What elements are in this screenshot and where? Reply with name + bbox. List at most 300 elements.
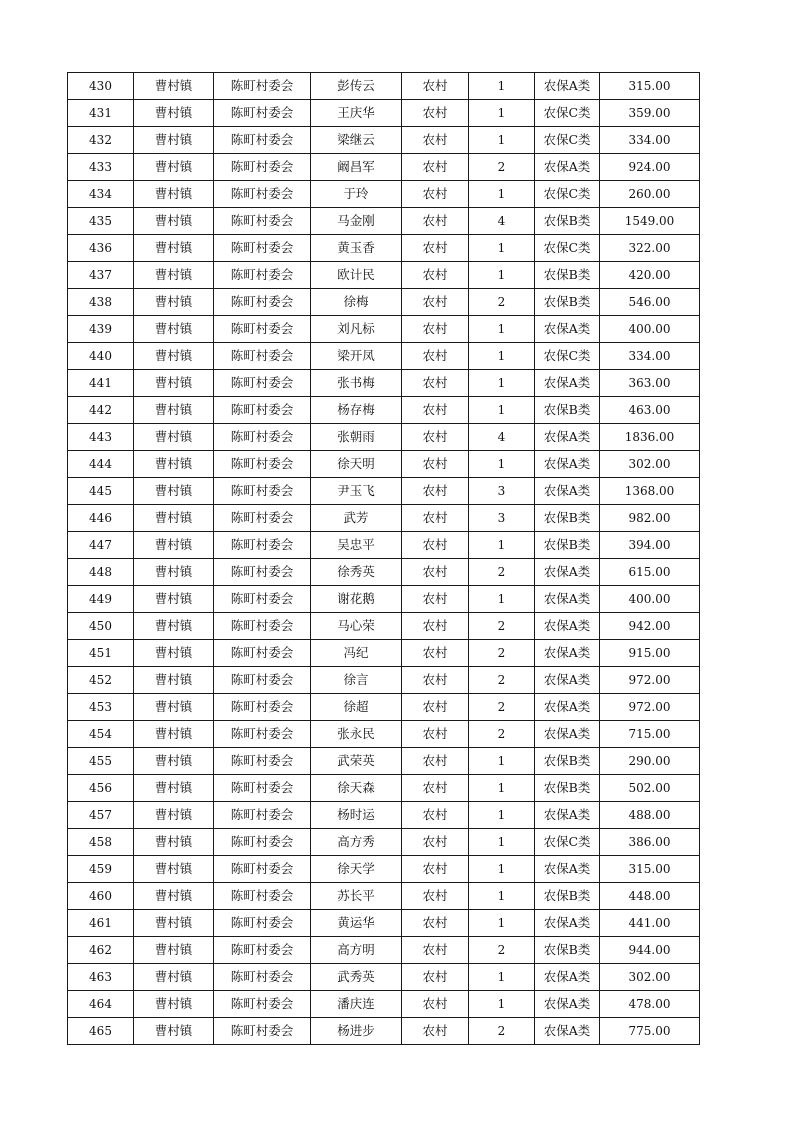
area-type-cell: 农村 (402, 127, 469, 154)
person-name-cell: 谢花鹅 (311, 586, 402, 613)
row-number-cell: 444 (68, 451, 134, 478)
table-row (68, 1018, 700, 1045)
village-committee-cell: 陈町村委会 (214, 748, 311, 775)
amount-cell: 302.00 (600, 964, 700, 991)
area-type-cell: 农村 (402, 532, 469, 559)
town-cell: 曹村镇 (134, 451, 214, 478)
village-committee-cell: 陈町村委会 (214, 856, 311, 883)
table-row (68, 181, 700, 208)
town-cell: 曹村镇 (134, 127, 214, 154)
area-type-cell: 农村 (402, 694, 469, 721)
village-committee-cell: 陈町村委会 (214, 451, 311, 478)
person-name-cell: 张书梅 (311, 370, 402, 397)
household-count-cell: 1 (469, 343, 535, 370)
household-count-cell: 1 (469, 73, 535, 100)
household-count-cell: 1 (469, 910, 535, 937)
table-row (68, 316, 700, 343)
town-cell: 曹村镇 (134, 181, 214, 208)
table-row (68, 370, 700, 397)
village-committee-cell: 陈町村委会 (214, 802, 311, 829)
insurance-category-cell: 农保A类 (535, 802, 600, 829)
insurance-category-cell: 农保A类 (535, 910, 600, 937)
row-number-cell: 449 (68, 586, 134, 613)
person-name-cell: 张永民 (311, 721, 402, 748)
town-cell: 曹村镇 (134, 775, 214, 802)
town-cell: 曹村镇 (134, 262, 214, 289)
area-type-cell: 农村 (402, 397, 469, 424)
town-cell: 曹村镇 (134, 613, 214, 640)
household-count-cell: 1 (469, 127, 535, 154)
area-type-cell: 农村 (402, 154, 469, 181)
area-type-cell: 农村 (402, 73, 469, 100)
area-type-cell: 农村 (402, 370, 469, 397)
town-cell: 曹村镇 (134, 721, 214, 748)
amount-cell: 1549.00 (600, 208, 700, 235)
village-committee-cell: 陈町村委会 (214, 721, 311, 748)
village-committee-cell: 陈町村委会 (214, 181, 311, 208)
table-row (68, 721, 700, 748)
area-type-cell: 农村 (402, 424, 469, 451)
table-row (68, 559, 700, 586)
village-committee-cell: 陈町村委会 (214, 154, 311, 181)
area-type-cell: 农村 (402, 991, 469, 1018)
insurance-category-cell: 农保A类 (535, 73, 600, 100)
amount-cell: 359.00 (600, 100, 700, 127)
household-count-cell: 1 (469, 964, 535, 991)
insurance-category-cell: 农保A类 (535, 316, 600, 343)
person-name-cell: 徐天学 (311, 856, 402, 883)
town-cell: 曹村镇 (134, 802, 214, 829)
table-row (68, 586, 700, 613)
area-type-cell: 农村 (402, 586, 469, 613)
table-row (68, 856, 700, 883)
amount-cell: 315.00 (600, 856, 700, 883)
area-type-cell: 农村 (402, 856, 469, 883)
insurance-category-cell: 农保B类 (535, 775, 600, 802)
amount-cell: 944.00 (600, 937, 700, 964)
insurance-category-cell: 农保A类 (535, 586, 600, 613)
area-type-cell: 农村 (402, 478, 469, 505)
village-committee-cell: 陈町村委会 (214, 532, 311, 559)
row-number-cell: 460 (68, 883, 134, 910)
household-count-cell: 1 (469, 235, 535, 262)
amount-cell: 260.00 (600, 181, 700, 208)
amount-cell: 488.00 (600, 802, 700, 829)
area-type-cell: 农村 (402, 316, 469, 343)
town-cell: 曹村镇 (134, 883, 214, 910)
row-number-cell: 442 (68, 397, 134, 424)
town-cell: 曹村镇 (134, 208, 214, 235)
household-count-cell: 4 (469, 424, 535, 451)
insurance-category-cell: 农保A类 (535, 991, 600, 1018)
village-committee-cell: 陈町村委会 (214, 235, 311, 262)
table-row (68, 802, 700, 829)
table-row (68, 397, 700, 424)
area-type-cell: 农村 (402, 559, 469, 586)
area-type-cell: 农村 (402, 613, 469, 640)
amount-cell: 1368.00 (600, 478, 700, 505)
amount-cell: 915.00 (600, 640, 700, 667)
table-row (68, 451, 700, 478)
town-cell: 曹村镇 (134, 505, 214, 532)
household-count-cell: 2 (469, 937, 535, 964)
person-name-cell: 徐天森 (311, 775, 402, 802)
person-name-cell: 徐秀英 (311, 559, 402, 586)
town-cell: 曹村镇 (134, 478, 214, 505)
village-committee-cell: 陈町村委会 (214, 316, 311, 343)
area-type-cell: 农村 (402, 451, 469, 478)
row-number-cell: 465 (68, 1018, 134, 1045)
area-type-cell: 农村 (402, 100, 469, 127)
household-count-cell: 2 (469, 613, 535, 640)
insurance-category-cell: 农保A类 (535, 424, 600, 451)
person-name-cell: 吴忠平 (311, 532, 402, 559)
household-count-cell: 4 (469, 208, 535, 235)
town-cell: 曹村镇 (134, 370, 214, 397)
household-count-cell: 2 (469, 640, 535, 667)
table-row (68, 991, 700, 1018)
household-count-cell: 3 (469, 505, 535, 532)
town-cell: 曹村镇 (134, 154, 214, 181)
table-row (68, 613, 700, 640)
table-row (68, 208, 700, 235)
village-committee-cell: 陈町村委会 (214, 370, 311, 397)
row-number-cell: 446 (68, 505, 134, 532)
person-name-cell: 黄运华 (311, 910, 402, 937)
town-cell: 曹村镇 (134, 964, 214, 991)
insurance-category-cell: 农保A类 (535, 964, 600, 991)
area-type-cell: 农村 (402, 1018, 469, 1045)
area-type-cell: 农村 (402, 262, 469, 289)
row-number-cell: 431 (68, 100, 134, 127)
row-number-cell: 435 (68, 208, 134, 235)
row-number-cell: 432 (68, 127, 134, 154)
village-committee-cell: 陈町村委会 (214, 559, 311, 586)
village-committee-cell: 陈町村委会 (214, 127, 311, 154)
person-name-cell: 尹玉飞 (311, 478, 402, 505)
town-cell: 曹村镇 (134, 937, 214, 964)
village-committee-cell: 陈町村委会 (214, 937, 311, 964)
household-count-cell: 1 (469, 883, 535, 910)
row-number-cell: 448 (68, 559, 134, 586)
village-committee-cell: 陈町村委会 (214, 1018, 311, 1045)
household-count-cell: 1 (469, 451, 535, 478)
town-cell: 曹村镇 (134, 532, 214, 559)
village-committee-cell: 陈町村委会 (214, 829, 311, 856)
household-count-cell: 1 (469, 100, 535, 127)
household-count-cell: 1 (469, 316, 535, 343)
amount-cell: 302.00 (600, 451, 700, 478)
row-number-cell: 438 (68, 289, 134, 316)
village-committee-cell: 陈町村委会 (214, 910, 311, 937)
table-row (68, 829, 700, 856)
area-type-cell: 农村 (402, 748, 469, 775)
table-row (68, 289, 700, 316)
row-number-cell: 451 (68, 640, 134, 667)
insurance-category-cell: 农保A类 (535, 613, 600, 640)
town-cell: 曹村镇 (134, 1018, 214, 1045)
town-cell: 曹村镇 (134, 73, 214, 100)
roster-table-body (68, 73, 700, 1045)
insurance-category-cell: 农保A类 (535, 1018, 600, 1045)
household-count-cell: 1 (469, 856, 535, 883)
person-name-cell: 高方明 (311, 937, 402, 964)
row-number-cell: 437 (68, 262, 134, 289)
person-name-cell: 马金刚 (311, 208, 402, 235)
row-number-cell: 443 (68, 424, 134, 451)
insurance-category-cell: 农保C类 (535, 343, 600, 370)
town-cell: 曹村镇 (134, 748, 214, 775)
row-number-cell: 461 (68, 910, 134, 937)
village-committee-cell: 陈町村委会 (214, 586, 311, 613)
insurance-category-cell: 农保A类 (535, 154, 600, 181)
row-number-cell: 458 (68, 829, 134, 856)
village-committee-cell: 陈町村委会 (214, 343, 311, 370)
person-name-cell: 黄玉香 (311, 235, 402, 262)
village-committee-cell: 陈町村委会 (214, 964, 311, 991)
insurance-category-cell: 农保B类 (535, 532, 600, 559)
row-number-cell: 463 (68, 964, 134, 991)
household-count-cell: 2 (469, 154, 535, 181)
table-row (68, 424, 700, 451)
person-name-cell: 梁开凤 (311, 343, 402, 370)
person-name-cell: 马心荣 (311, 613, 402, 640)
town-cell: 曹村镇 (134, 991, 214, 1018)
table-row (68, 127, 700, 154)
amount-cell: 394.00 (600, 532, 700, 559)
village-committee-cell: 陈町村委会 (214, 262, 311, 289)
household-count-cell: 2 (469, 559, 535, 586)
village-committee-cell: 陈町村委会 (214, 883, 311, 910)
amount-cell: 546.00 (600, 289, 700, 316)
person-name-cell: 杨时运 (311, 802, 402, 829)
row-number-cell: 452 (68, 667, 134, 694)
amount-cell: 924.00 (600, 154, 700, 181)
town-cell: 曹村镇 (134, 640, 214, 667)
village-committee-cell: 陈町村委会 (214, 100, 311, 127)
amount-cell: 502.00 (600, 775, 700, 802)
insurance-category-cell: 农保A类 (535, 478, 600, 505)
amount-cell: 615.00 (600, 559, 700, 586)
town-cell: 曹村镇 (134, 100, 214, 127)
village-committee-cell: 陈町村委会 (214, 397, 311, 424)
amount-cell: 982.00 (600, 505, 700, 532)
table-row (68, 883, 700, 910)
amount-cell: 478.00 (600, 991, 700, 1018)
person-name-cell: 冯纪 (311, 640, 402, 667)
insurance-category-cell: 农保B类 (535, 883, 600, 910)
household-count-cell: 3 (469, 478, 535, 505)
row-number-cell: 445 (68, 478, 134, 505)
area-type-cell: 农村 (402, 505, 469, 532)
village-committee-cell: 陈町村委会 (214, 991, 311, 1018)
person-name-cell: 徐超 (311, 694, 402, 721)
area-type-cell: 农村 (402, 208, 469, 235)
household-count-cell: 1 (469, 586, 535, 613)
insurance-category-cell: 农保B类 (535, 748, 600, 775)
table-row (68, 964, 700, 991)
household-count-cell: 2 (469, 721, 535, 748)
amount-cell: 290.00 (600, 748, 700, 775)
amount-cell: 363.00 (600, 370, 700, 397)
row-number-cell: 464 (68, 991, 134, 1018)
town-cell: 曹村镇 (134, 424, 214, 451)
insurance-category-cell: 农保B类 (535, 505, 600, 532)
person-name-cell: 彭传云 (311, 73, 402, 100)
household-count-cell: 1 (469, 802, 535, 829)
amount-cell: 315.00 (600, 73, 700, 100)
insurance-category-cell: 农保A类 (535, 856, 600, 883)
village-committee-cell: 陈町村委会 (214, 694, 311, 721)
insurance-category-cell: 农保B类 (535, 397, 600, 424)
village-committee-cell: 陈町村委会 (214, 613, 311, 640)
village-committee-cell: 陈町村委会 (214, 505, 311, 532)
amount-cell: 420.00 (600, 262, 700, 289)
table-row (68, 748, 700, 775)
person-name-cell: 潘庆连 (311, 991, 402, 1018)
person-name-cell: 武荣英 (311, 748, 402, 775)
village-committee-cell: 陈町村委会 (214, 208, 311, 235)
insurance-category-cell: 农保B类 (535, 289, 600, 316)
person-name-cell: 梁继云 (311, 127, 402, 154)
insurance-category-cell: 农保A类 (535, 694, 600, 721)
table-row (68, 937, 700, 964)
village-committee-cell: 陈町村委会 (214, 424, 311, 451)
table-row (68, 775, 700, 802)
area-type-cell: 农村 (402, 343, 469, 370)
table-row (68, 262, 700, 289)
household-count-cell: 1 (469, 829, 535, 856)
person-name-cell: 刘凡标 (311, 316, 402, 343)
insurance-category-cell: 农保A类 (535, 721, 600, 748)
household-count-cell: 1 (469, 370, 535, 397)
town-cell: 曹村镇 (134, 910, 214, 937)
amount-cell: 1836.00 (600, 424, 700, 451)
roster-table (67, 72, 700, 1045)
town-cell: 曹村镇 (134, 586, 214, 613)
household-count-cell: 1 (469, 262, 535, 289)
household-count-cell: 2 (469, 694, 535, 721)
row-number-cell: 441 (68, 370, 134, 397)
row-number-cell: 436 (68, 235, 134, 262)
household-count-cell: 2 (469, 1018, 535, 1045)
household-count-cell: 2 (469, 667, 535, 694)
person-name-cell: 杨存梅 (311, 397, 402, 424)
insurance-category-cell: 农保A类 (535, 451, 600, 478)
amount-cell: 334.00 (600, 127, 700, 154)
area-type-cell: 农村 (402, 910, 469, 937)
row-number-cell: 462 (68, 937, 134, 964)
village-committee-cell: 陈町村委会 (214, 640, 311, 667)
row-number-cell: 433 (68, 154, 134, 181)
amount-cell: 400.00 (600, 316, 700, 343)
insurance-category-cell: 农保C类 (535, 100, 600, 127)
village-committee-cell: 陈町村委会 (214, 478, 311, 505)
area-type-cell: 农村 (402, 937, 469, 964)
table-row (68, 505, 700, 532)
insurance-category-cell: 农保A类 (535, 667, 600, 694)
town-cell: 曹村镇 (134, 235, 214, 262)
household-count-cell: 2 (469, 289, 535, 316)
town-cell: 曹村镇 (134, 289, 214, 316)
amount-cell: 463.00 (600, 397, 700, 424)
person-name-cell: 于玲 (311, 181, 402, 208)
row-number-cell: 430 (68, 73, 134, 100)
person-name-cell: 王庆华 (311, 100, 402, 127)
amount-cell: 775.00 (600, 1018, 700, 1045)
amount-cell: 972.00 (600, 694, 700, 721)
area-type-cell: 农村 (402, 883, 469, 910)
area-type-cell: 农村 (402, 640, 469, 667)
amount-cell: 322.00 (600, 235, 700, 262)
row-number-cell: 440 (68, 343, 134, 370)
row-number-cell: 434 (68, 181, 134, 208)
row-number-cell: 456 (68, 775, 134, 802)
insurance-category-cell: 农保C类 (535, 181, 600, 208)
village-committee-cell: 陈町村委会 (214, 289, 311, 316)
person-name-cell: 苏长平 (311, 883, 402, 910)
person-name-cell: 欧计民 (311, 262, 402, 289)
person-name-cell: 徐言 (311, 667, 402, 694)
row-number-cell: 450 (68, 613, 134, 640)
row-number-cell: 455 (68, 748, 134, 775)
amount-cell: 386.00 (600, 829, 700, 856)
area-type-cell: 农村 (402, 289, 469, 316)
household-count-cell: 1 (469, 397, 535, 424)
table-row (68, 640, 700, 667)
area-type-cell: 农村 (402, 181, 469, 208)
area-type-cell: 农村 (402, 829, 469, 856)
table-row (68, 100, 700, 127)
household-count-cell: 1 (469, 748, 535, 775)
insurance-category-cell: 农保A类 (535, 640, 600, 667)
row-number-cell: 457 (68, 802, 134, 829)
town-cell: 曹村镇 (134, 856, 214, 883)
person-name-cell: 徐梅 (311, 289, 402, 316)
insurance-category-cell: 农保B类 (535, 262, 600, 289)
table-row (68, 910, 700, 937)
amount-cell: 972.00 (600, 667, 700, 694)
area-type-cell: 农村 (402, 964, 469, 991)
town-cell: 曹村镇 (134, 667, 214, 694)
row-number-cell: 447 (68, 532, 134, 559)
area-type-cell: 农村 (402, 802, 469, 829)
amount-cell: 334.00 (600, 343, 700, 370)
town-cell: 曹村镇 (134, 397, 214, 424)
person-name-cell: 高方秀 (311, 829, 402, 856)
insurance-category-cell: 农保A类 (535, 559, 600, 586)
person-name-cell: 武秀英 (311, 964, 402, 991)
table-row (68, 343, 700, 370)
table-row (68, 73, 700, 100)
amount-cell: 715.00 (600, 721, 700, 748)
table-row (68, 235, 700, 262)
person-name-cell: 武芳 (311, 505, 402, 532)
area-type-cell: 农村 (402, 775, 469, 802)
row-number-cell: 453 (68, 694, 134, 721)
household-count-cell: 1 (469, 532, 535, 559)
row-number-cell: 439 (68, 316, 134, 343)
table-row (68, 667, 700, 694)
amount-cell: 441.00 (600, 910, 700, 937)
village-committee-cell: 陈町村委会 (214, 73, 311, 100)
insurance-category-cell: 农保A类 (535, 370, 600, 397)
area-type-cell: 农村 (402, 667, 469, 694)
household-count-cell: 1 (469, 991, 535, 1018)
insurance-category-cell: 农保B类 (535, 937, 600, 964)
table-row (68, 694, 700, 721)
town-cell: 曹村镇 (134, 559, 214, 586)
